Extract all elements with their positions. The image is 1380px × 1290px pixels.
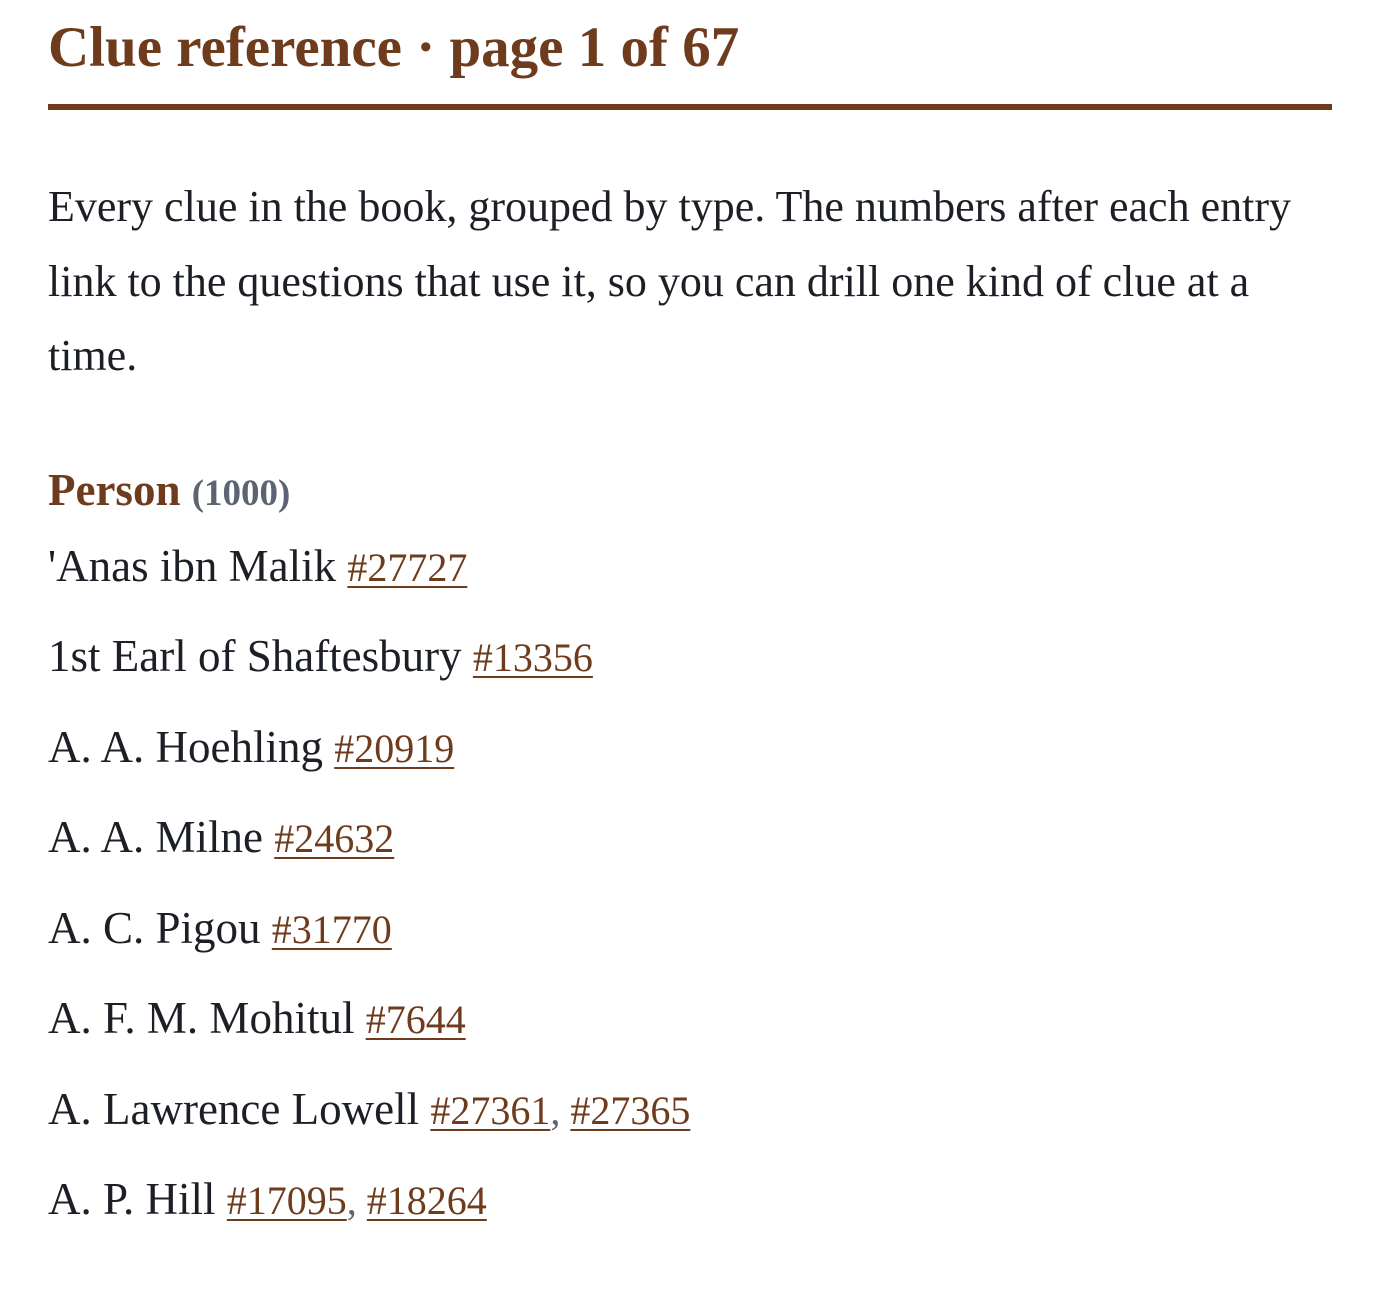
- clue-refs: [274, 816, 394, 861]
- clue-refs: [334, 726, 454, 771]
- clue-entry: [48, 1081, 1332, 1139]
- clue-refs: [272, 907, 392, 952]
- clue-refs: [473, 635, 593, 680]
- title-divider: [48, 104, 1332, 110]
- clue-entry: [48, 900, 1332, 958]
- intro-paragraph: Every clue in the book, grouped by type. The numbers after each entry link to the questions that use it, so you can drill one kind of clue at a time.: [48, 182, 1291, 380]
- section-heading: [48, 462, 1332, 522]
- clue-name: A. A. Milne: [48, 812, 264, 862]
- clue-refs: [227, 1178, 487, 1223]
- question-link[interactable]: #20919: [334, 725, 455, 771]
- question-link[interactable]: #27365: [570, 1087, 691, 1133]
- question-link[interactable]: #31770: [271, 906, 392, 952]
- clue-name: A. A. Hoehling: [48, 721, 323, 772]
- question-link[interactable]: #17095: [226, 1178, 347, 1223]
- clue-refs: [347, 545, 467, 590]
- question-link[interactable]: #27727: [347, 544, 468, 590]
- question-link[interactable]: #18264: [366, 1178, 487, 1223]
- clue-entry: [48, 990, 1332, 1048]
- clue-name: 1st Earl of Shaftesbury: [48, 631, 462, 681]
- clue-name: A. P. Hill: [48, 1174, 216, 1224]
- section-count: (1000): [191, 472, 291, 514]
- clue-refs: [430, 1088, 690, 1133]
- ref-separator: ,: [550, 1087, 571, 1133]
- clue-entry: [48, 809, 1332, 867]
- clue-name: A. F. M. Mohitul: [48, 993, 355, 1043]
- clue-entry: [48, 1171, 1332, 1229]
- clue-name: A. Lawrence Lowell: [48, 1083, 420, 1134]
- clue-name: A. C. Pigou: [48, 902, 261, 953]
- clue-name: 'Anas ibn Malik: [48, 540, 337, 591]
- clue-entry: [48, 628, 1332, 686]
- section-name: Person: [48, 464, 181, 515]
- clue-list: [48, 538, 1332, 1230]
- question-link[interactable]: #7644: [365, 997, 466, 1042]
- clue-refs: [366, 997, 466, 1042]
- question-link[interactable]: #27361: [430, 1087, 551, 1133]
- clue-entry: [48, 538, 1332, 596]
- ref-separator: ,: [346, 1178, 367, 1223]
- question-link[interactable]: #13356: [472, 635, 593, 680]
- page-title: Clue reference · page 1 of 67: [48, 16, 740, 79]
- clue-entry: [48, 719, 1332, 777]
- question-link[interactable]: #24632: [274, 816, 395, 861]
